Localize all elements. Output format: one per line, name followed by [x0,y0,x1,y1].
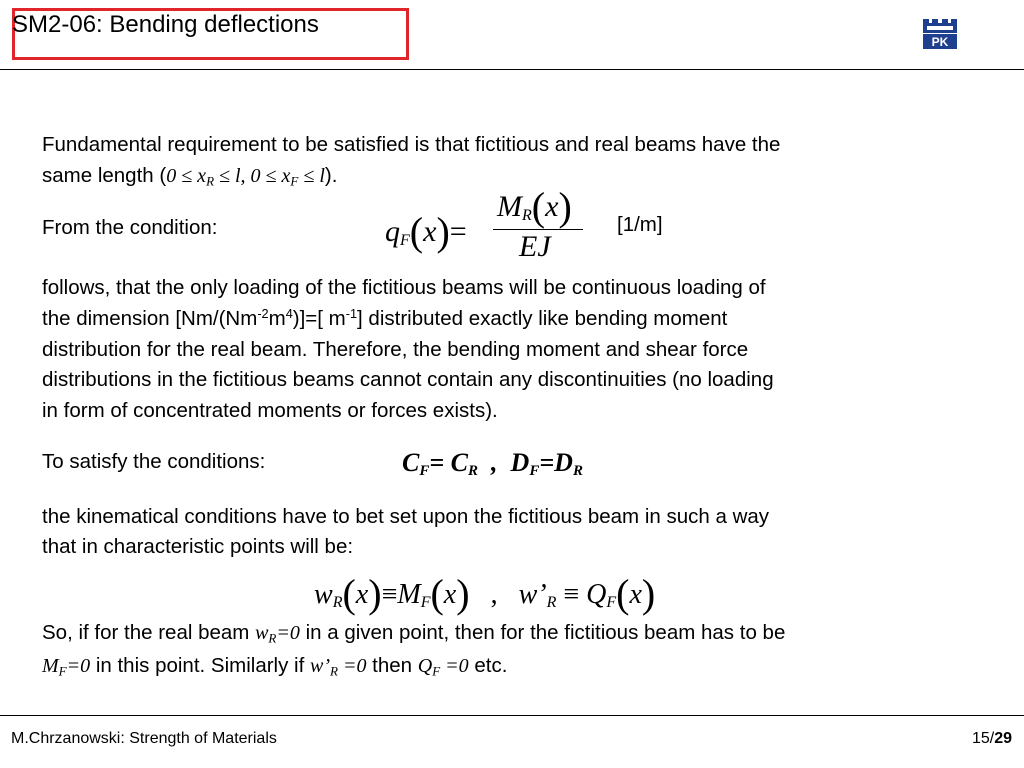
satisfy-label: To satisfy the conditions: [42,450,266,473]
kinematic-equivalence-formula: $w_R(x)\equiv M_F(x)$ , $w’_R \equiv Q_F(x)$ [314,571,656,616]
paragraph-1-line-1: Fundamental requirement to be satisfied is that fictitious and real beams have the [42,133,781,156]
deflection-load-formula: $q_F(x)=$ $M_R(x)$ EJ [385,183,615,273]
paragraph-4-line-2: $M_F=0$ in this point. Similarly if $w’_R =0$ then $Q_F =0$ etc. [42,654,508,679]
header-divider [0,69,1024,70]
formula-unit: [1/m] [617,213,663,236]
paragraph-2-line-4: distributions in the fictitious beams cannot contain any discontinuities (no loading [42,368,774,391]
condition-label: From the condition: [42,216,218,239]
paragraph-1-line-2: same length ($0 \le x_R \le l$, $0 \le x_F \le l$). [42,164,338,189]
boundary-conditions-formula: $C_F= C_R$ , $D_F=D_R$ [402,448,583,479]
paragraph-3-line-1: the kinematical conditions have to bet set upon the fictitious beam in such a way [42,505,770,528]
paragraph-2-line-3: distribution for the real beam. Therefore, the bending moment and shear force [42,338,749,361]
paragraph-2-line-5: in form of concentrated moments or forces exists). [42,399,498,422]
paragraph-2-line-1: follows, that the only loading of the fictitious beams will be continuous loading of [42,276,766,299]
paragraph-4-line-1: So, if for the real beam $w_R=0$ in a given point, then for the fictitious beam has to be [42,621,786,646]
university-logo [921,17,959,51]
page-number: 15/29 [971,730,1012,747]
paragraph-2-line-2: the dimension $[Nm/(Nm^{-2}m^4)]=$[ $m^{-1}$] distributed exactly like bending moment [42,306,728,330]
footer-divider [0,715,1024,716]
paragraph-3-line-2: that in characteristic points will be: [42,535,354,558]
logo-lettering: PK [931,35,949,49]
slide-title: SM2-06: Bending deflections [12,11,319,38]
footer-author: M.Chrzanowski: Strength of Materials [11,730,277,747]
